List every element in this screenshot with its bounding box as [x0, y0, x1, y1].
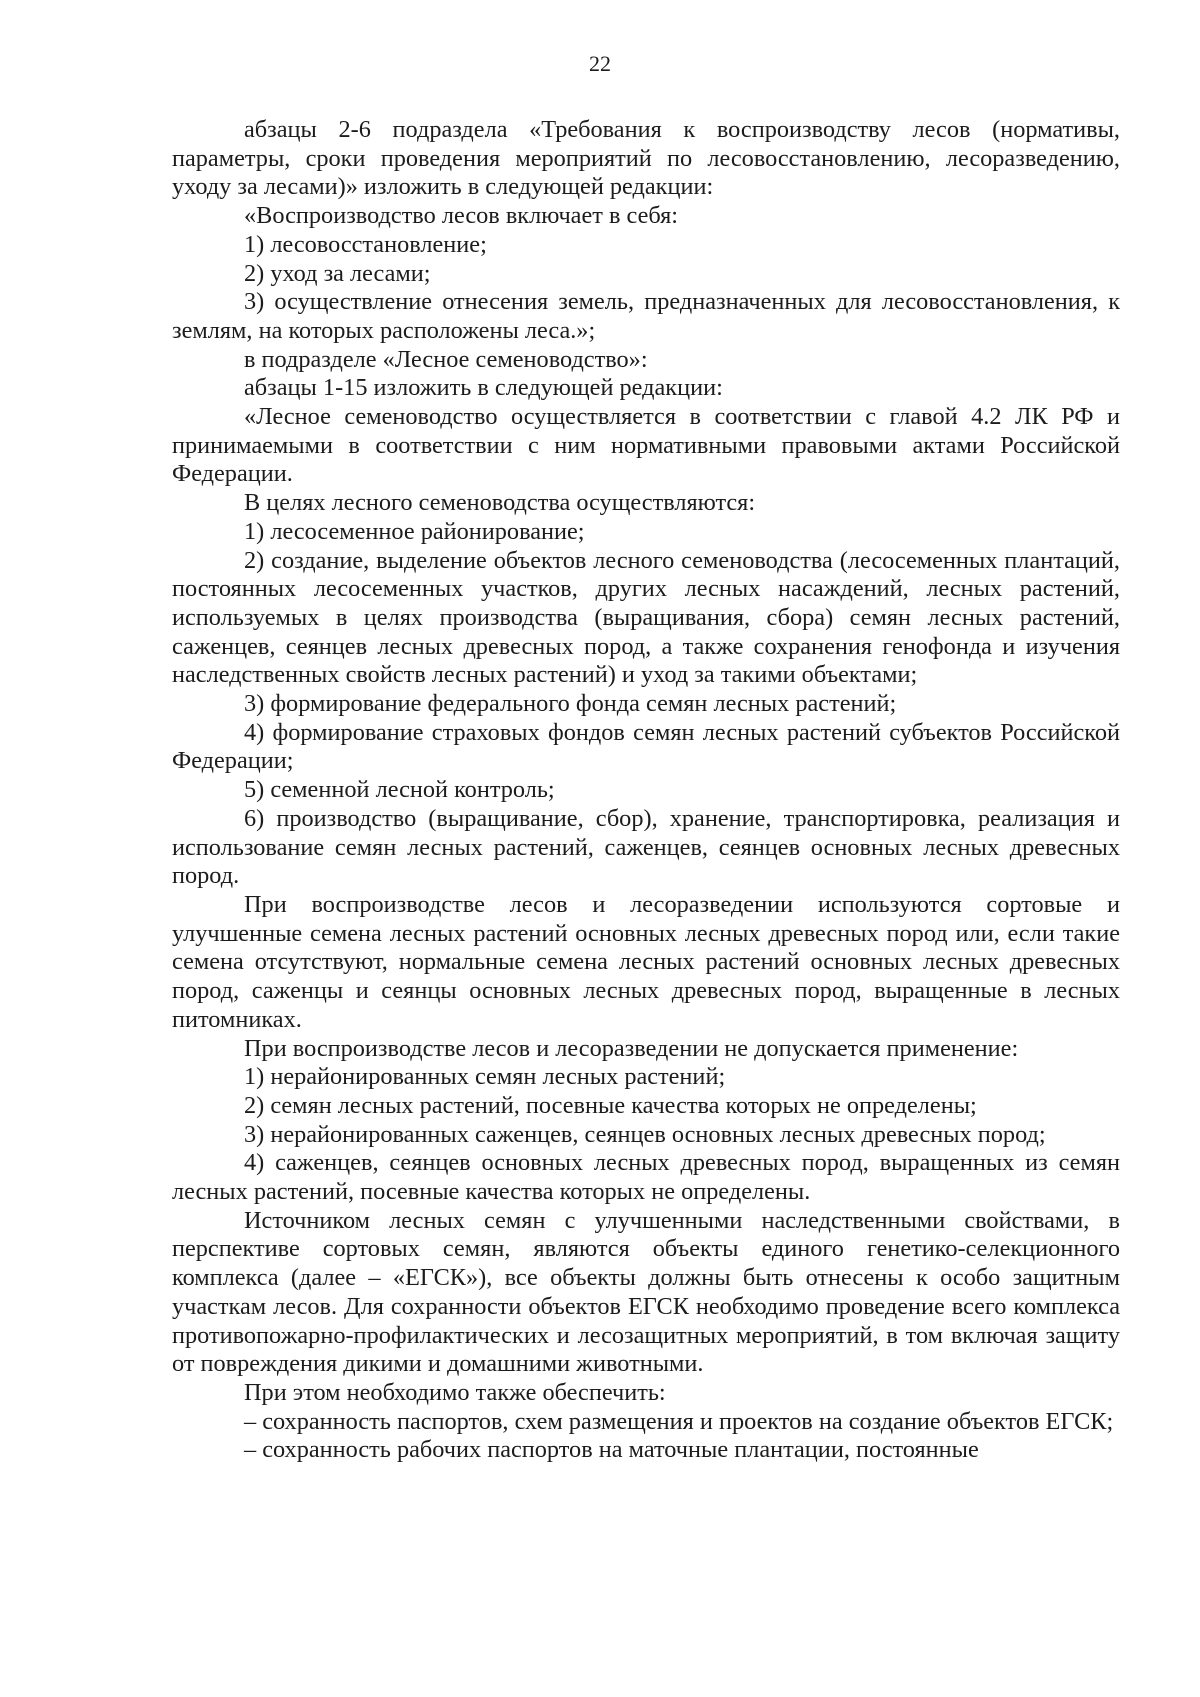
paragraph: 5) семенной лесной контроль;: [244, 776, 555, 804]
paragraph: 3) формирование федерального фонда семян лесных растений;: [244, 690, 897, 718]
paragraph: 3) нерайонированных саженцев, сеянцев основных лесных древесных пород;: [244, 1120, 1046, 1148]
paragraph: «Воспроизводство лесов включает в себя:: [244, 202, 679, 230]
paragraph: При воспроизводстве лесов и лесоразведении используются сортовые и улучшенные семена лесных растений основных лесных древесных пород или, если такие семена отсутствуют, нормальные семена лесных растений основных лесных древесных пород, саженцы и сеянцы основных лесных древесных пород, выращенные в лесных питомниках.: [172, 890, 1120, 1033]
paragraph: 4) саженцев, сеянцев основных лесных древесных пород, выращенных из семян лесных растений, посевные качества которых не определены.: [172, 1149, 1120, 1206]
paragraph: в подразделе «Лесное семеноводство»:: [244, 345, 648, 373]
paragraph: «Лесное семеноводство осуществляется в соответствии с главой 4.2 ЛК РФ и принимаемыми в соответствии с ним нормативными правовыми актами Российской Федерации.: [172, 403, 1120, 488]
paragraph: 6) производство (выращивание, сбор), хранение, транспортировка, реализация и использование семян лесных растений, саженцев, сеянцев основных лесных древесных пород.: [172, 804, 1120, 890]
paragraph: абзацы 1-15 изложить в следующей редакции:: [244, 374, 723, 402]
paragraph: 4) формирование страховых фондов семян лесных растений субъектов Российской Федерации;: [172, 718, 1120, 775]
paragraph: 3) осуществление отнесения земель, предназначенных для лесовосстановления, к землям, на которых расположены леса.»;: [172, 288, 1120, 344]
paragraph: – сохранность паспортов, схем размещения и проектов на создание объектов ЕГСК;: [244, 1407, 1114, 1435]
page-number: 22: [589, 51, 611, 76]
paragraph: 2) семян лесных растений, посевные качества которых не определены;: [244, 1091, 977, 1119]
paragraph: В целях лесного семеноводства осуществляются:: [244, 489, 756, 517]
paragraph: 1) нерайонированных семян лесных растений;: [244, 1063, 726, 1091]
paragraph: Источником лесных семян с улучшенными наследственными свойствами, в перспективе сортовых семян, являются объекты единого генетико-селекционного комплекса (далее – «ЕГСК»), все объекты должны быть отнесены к особо защитным участкам лесов. Для сохранности объектов ЕГСК необходимо проведение всего комплекса противопожарно-профилактических и лесозащитных мероприятий, в том включая защиту от повреждения дикими и домашними животными.: [172, 1206, 1120, 1378]
paragraph: При воспроизводстве лесов и лесоразведении не допускается применение:: [244, 1034, 1019, 1062]
paragraph: 2) уход за лесами;: [244, 259, 431, 287]
paragraph: 2) создание, выделение объектов лесного семеноводства (лесосеменных плантаций, постоянных лесосеменных участков, других лесных насаждений, лесных растений, используемых в целях производства (выращивания, сбора) семян лесных растений, саженцев, сеянцев лесных древесных пород, а также сохранения генофонда и изучения наследственных свойств лесных растений) и уход за такими объектами;: [172, 546, 1120, 689]
paragraph: абзацы 2-6 подраздела «Требования к воспроизводству лесов (нормативы, параметры, сроки проведения мероприятий по лесовосстановлению, лесоразведению, уходу за лесами)» изложить в следующей редакции:: [172, 116, 1120, 201]
paragraph: – сохранность рабочих паспортов на маточные плантации, постоянные: [244, 1436, 979, 1464]
document-body: [172, 116, 1120, 1465]
paragraph: При этом необходимо также обеспечить:: [244, 1378, 666, 1406]
paragraph: 1) лесосеменное районирование;: [244, 517, 585, 545]
paragraph: 1) лесовосстановление;: [244, 230, 487, 258]
